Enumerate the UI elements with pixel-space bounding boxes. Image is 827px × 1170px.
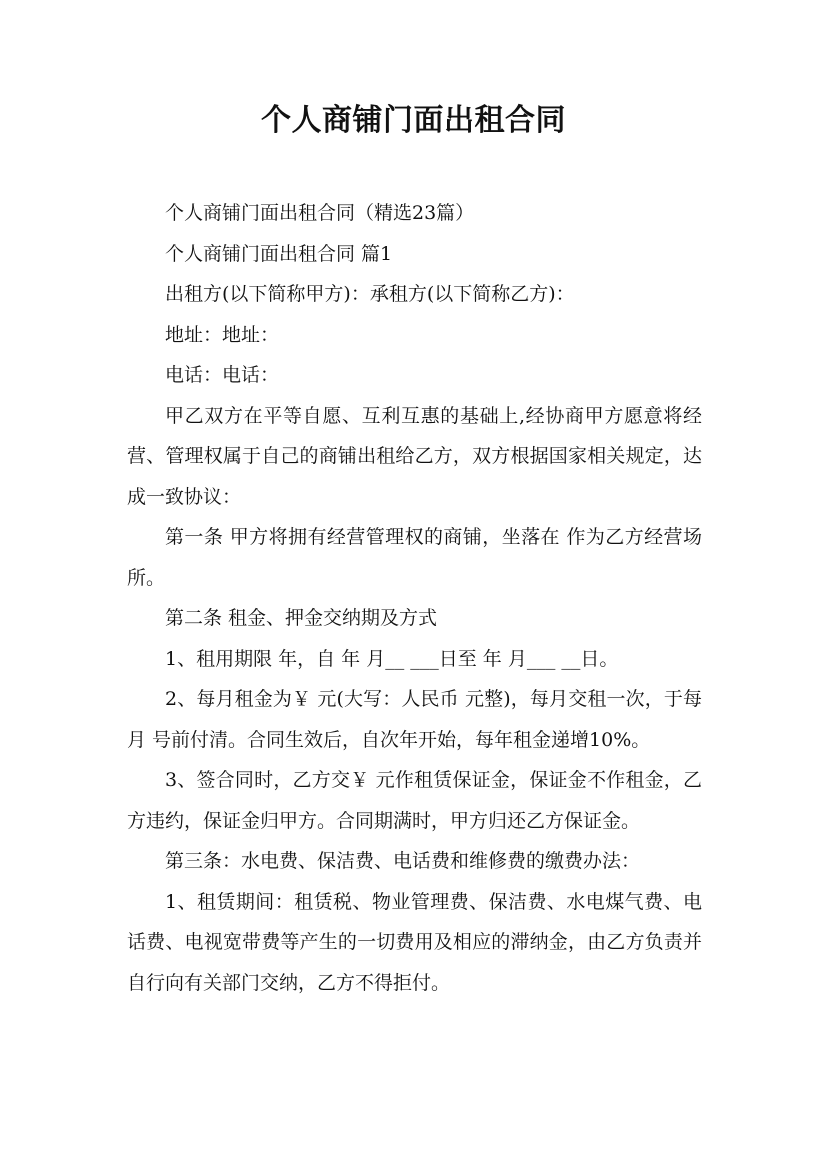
paragraph-article-3-item-1: 1、租赁期间：租赁税、物业管理费、保洁费、水电煤气费、电话费、电视宽带费等产生的一切费用及相应的滞纳金，由乙方负责并自行向有关部门交纳，乙方不得拒付。 bbox=[127, 890, 702, 994]
paragraph-article-2-item-1: 1、租用期限 年，自 年 月__ ___日至 年 月___ __日。 bbox=[165, 647, 619, 670]
document-body bbox=[127, 193, 702, 1003]
paragraph-address: 地址：地址： bbox=[165, 323, 280, 346]
paragraph-article-2-item-2: 2、每月租金为￥ 元(大写：人民币 元整)，每月交租一次，于每月 号前付清。合同生效后，自次年开始，每年租金递增10%。 bbox=[127, 688, 702, 751]
paragraph-preamble: 甲乙双方在平等自愿、互利互惠的基础上,经协商甲方愿意将经营、管理权属于自己的商铺出租给乙方，双方根据国家相关规定，达成一致协议： bbox=[127, 404, 702, 508]
paragraph-article-3: 第三条：水电费、保洁费、电话费和维修费的缴费办法： bbox=[165, 850, 641, 872]
paragraph-phone: 电话：电话： bbox=[165, 364, 280, 386]
paragraph-article-2: 第二条 租金、押金交纳期及方式 bbox=[165, 607, 438, 629]
paragraph-heading: 个人商铺门面出租合同（精选23篇） bbox=[165, 202, 475, 224]
paragraph-article-1: 第一条 甲方将拥有经营管理权的商铺，坐落在 作为乙方经营场所。 bbox=[127, 526, 702, 589]
document-title: 个人商铺门面出租合同 bbox=[261, 103, 566, 138]
paragraph-parties: 出租方(以下简称甲方)：承租方(以下简称乙方)： bbox=[165, 283, 575, 305]
paragraph-article-2-item-3: 3、签合同时，乙方交￥ 元作租赁保证金，保证金不作租金，乙方违约，保证金归甲方。合同期满时，甲方归还乙方保证金。 bbox=[127, 769, 702, 832]
paragraph-section-title: 个人商铺门面出租合同 篇1 bbox=[165, 242, 393, 265]
